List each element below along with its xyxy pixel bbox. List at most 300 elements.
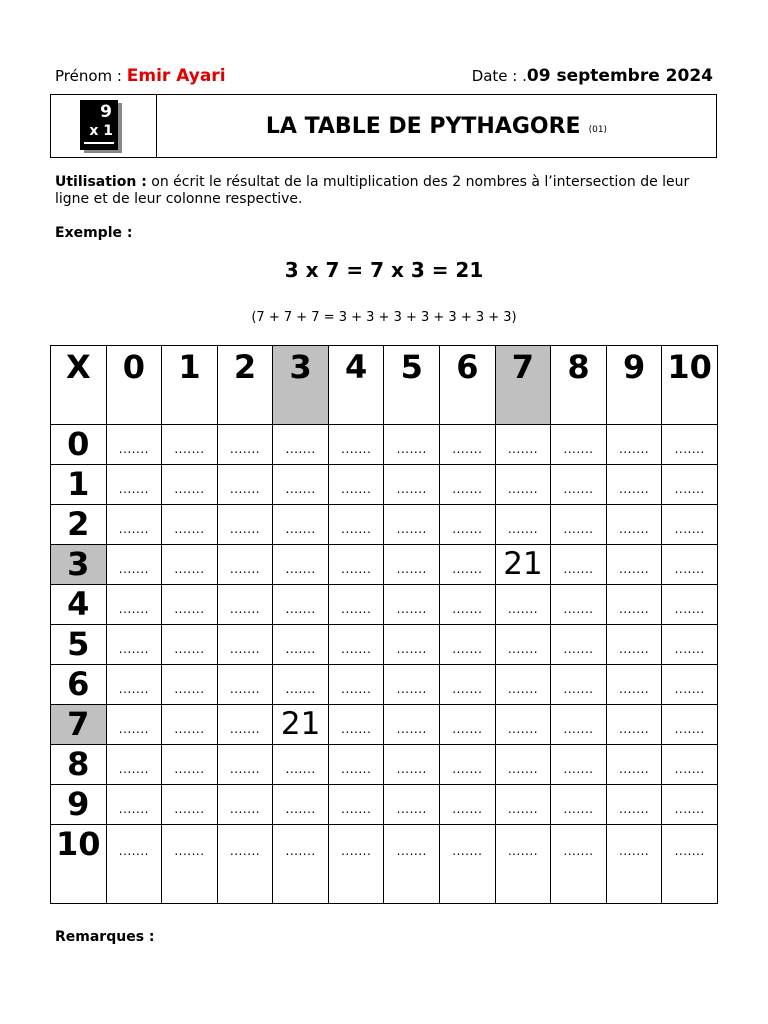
blank-cell[interactable] xyxy=(440,825,496,904)
blank-dots: ....... xyxy=(174,602,205,616)
blank-dots: ....... xyxy=(341,602,372,616)
row-header-cell xyxy=(51,705,107,745)
blank-cell[interactable] xyxy=(495,665,551,705)
blank-cell[interactable] xyxy=(662,585,718,625)
blank-cell[interactable] xyxy=(495,585,551,625)
blank-dots: ....... xyxy=(618,602,650,616)
table-row xyxy=(51,425,718,465)
column-header-cell xyxy=(606,346,662,425)
blank-cell[interactable] xyxy=(106,825,162,904)
blank-cell[interactable] xyxy=(217,705,273,745)
blank-cell[interactable] xyxy=(106,585,162,625)
blank-cell[interactable] xyxy=(162,585,218,625)
column-header-cell xyxy=(551,346,607,425)
blank-dots: ....... xyxy=(174,762,205,776)
blank-dots: ....... xyxy=(229,802,261,816)
blank-dots: ....... xyxy=(396,602,427,616)
blank-cell[interactable] xyxy=(495,425,551,465)
blank-cell[interactable] xyxy=(662,825,718,904)
blank-cell[interactable] xyxy=(384,705,440,745)
row-header-cell xyxy=(51,665,107,705)
blank-dots: ....... xyxy=(118,562,149,576)
blank-dots: ....... xyxy=(341,802,372,816)
date-label: Date : . xyxy=(471,67,527,85)
column-header-cell xyxy=(662,346,718,425)
blank-cell[interactable] xyxy=(495,745,551,785)
blank-dots: ....... xyxy=(507,802,539,816)
table-row xyxy=(51,505,718,545)
multiplication-card-icon xyxy=(80,100,118,150)
blank-cell[interactable] xyxy=(551,705,607,745)
row-header-cell xyxy=(51,425,107,465)
blank-cell[interactable] xyxy=(328,825,384,904)
blank-dots: ....... xyxy=(118,762,149,776)
column-header-cell xyxy=(384,346,440,425)
example-equation: 3 x 7 = 7 x 3 = 21 xyxy=(284,258,484,282)
blank-dots: ....... xyxy=(396,642,427,656)
blank-cell[interactable] xyxy=(384,625,440,665)
blank-dots: ....... xyxy=(396,482,427,496)
blank-cell[interactable] xyxy=(495,625,551,665)
blank-dots: ....... xyxy=(174,642,205,656)
blank-cell[interactable] xyxy=(495,505,551,545)
blank-dots: ....... xyxy=(285,844,316,858)
answer-cell[interactable] xyxy=(495,545,551,585)
blank-cell[interactable] xyxy=(606,745,662,785)
blank-dots: ....... xyxy=(174,442,205,456)
blank-dots: ....... xyxy=(396,802,427,816)
blank-cell[interactable] xyxy=(384,505,440,545)
remarks-label: Remarques : xyxy=(55,929,155,945)
blank-cell[interactable] xyxy=(384,585,440,625)
blank-dots: ....... xyxy=(174,482,205,496)
blank-dots: ....... xyxy=(674,442,705,456)
blank-cell[interactable] xyxy=(217,665,273,705)
blank-cell[interactable] xyxy=(662,745,718,785)
blank-dots: ....... xyxy=(618,642,650,656)
table-row xyxy=(51,545,718,585)
blank-dots: ....... xyxy=(118,482,149,496)
blank-cell[interactable] xyxy=(384,545,440,585)
blank-dots: ....... xyxy=(341,682,372,696)
blank-cell[interactable] xyxy=(606,825,662,904)
blank-dots: ....... xyxy=(229,562,261,576)
blank-dots: ....... xyxy=(118,642,149,656)
blank-dots: ....... xyxy=(563,562,594,576)
blank-dots: ....... xyxy=(174,844,205,858)
blank-dots: ....... xyxy=(674,802,705,816)
blank-dots: ....... xyxy=(618,562,650,576)
blank-dots: ....... xyxy=(618,682,650,696)
blank-dots: ....... xyxy=(452,522,483,536)
blank-dots: ....... xyxy=(674,642,705,656)
blank-dots: ....... xyxy=(396,844,427,858)
blank-cell[interactable] xyxy=(662,625,718,665)
blank-cell[interactable] xyxy=(551,825,607,904)
blank-cell[interactable] xyxy=(162,785,218,825)
blank-cell[interactable] xyxy=(662,425,718,465)
blank-cell[interactable] xyxy=(162,705,218,745)
blank-cell[interactable] xyxy=(217,465,273,505)
blank-dots: ....... xyxy=(452,722,483,736)
blank-dots: ....... xyxy=(174,682,205,696)
blank-cell[interactable] xyxy=(328,745,384,785)
blank-cell[interactable] xyxy=(384,745,440,785)
blank-dots: ....... xyxy=(174,802,205,816)
blank-dots: ....... xyxy=(229,762,261,776)
blank-cell[interactable] xyxy=(440,745,496,785)
blank-dots: ....... xyxy=(452,762,483,776)
name-value: Emir Ayari xyxy=(126,66,226,86)
blank-dots: ....... xyxy=(229,442,261,456)
blank-cell[interactable] xyxy=(551,785,607,825)
name-field xyxy=(55,66,226,86)
blank-cell[interactable] xyxy=(495,825,551,904)
usage-label: Utilisation : xyxy=(55,174,147,190)
blank-cell[interactable] xyxy=(328,545,384,585)
blank-dots: ....... xyxy=(396,522,427,536)
blank-dots: ....... xyxy=(174,562,205,576)
blank-cell[interactable] xyxy=(606,545,662,585)
table-row xyxy=(51,465,718,505)
blank-dots: ....... xyxy=(341,762,372,776)
blank-dots: ....... xyxy=(285,762,316,776)
blank-dots: ....... xyxy=(452,562,483,576)
blank-cell[interactable] xyxy=(551,465,607,505)
example-note: (7 + 7 + 7 = 3 + 3 + 3 + 3 + 3 + 3 + 3) xyxy=(251,310,517,325)
blank-cell[interactable] xyxy=(273,745,329,785)
table-corner-label: X xyxy=(65,348,91,386)
column-header-cell xyxy=(217,346,273,425)
blank-dots: ....... xyxy=(507,844,539,858)
row-header-label: 0 xyxy=(67,425,90,463)
blank-cell[interactable] xyxy=(662,665,718,705)
column-header-label: 9 xyxy=(622,348,646,386)
blank-dots: ....... xyxy=(341,722,372,736)
blank-cell[interactable] xyxy=(106,545,162,585)
blank-dots: ....... xyxy=(563,802,594,816)
blank-dots: ....... xyxy=(452,844,483,858)
row-header-cell xyxy=(51,585,107,625)
blank-cell[interactable] xyxy=(273,665,329,705)
row-header-label: 2 xyxy=(67,505,90,543)
answer-cell[interactable] xyxy=(273,705,329,745)
blank-dots: ....... xyxy=(118,802,149,816)
row-header-cell xyxy=(51,465,107,505)
row-header-label: 6 xyxy=(67,665,90,703)
blank-dots: ....... xyxy=(563,642,594,656)
blank-cell[interactable] xyxy=(551,745,607,785)
blank-dots: ....... xyxy=(174,722,205,736)
row-header-cell xyxy=(51,785,107,825)
blank-cell[interactable] xyxy=(662,465,718,505)
column-header-cell xyxy=(495,346,551,425)
blank-dots: ....... xyxy=(618,762,650,776)
blank-cell[interactable] xyxy=(162,425,218,465)
blank-dots: ....... xyxy=(396,682,427,696)
answer-value: 21 xyxy=(280,706,321,742)
blank-dots: ....... xyxy=(452,642,483,656)
blank-dots: ....... xyxy=(563,442,594,456)
blank-dots: ....... xyxy=(507,522,539,536)
table-row xyxy=(51,745,718,785)
blank-dots: ....... xyxy=(285,442,316,456)
blank-cell[interactable] xyxy=(495,785,551,825)
blank-cell[interactable] xyxy=(662,705,718,745)
column-header-cell xyxy=(273,346,329,425)
blank-dots: ....... xyxy=(229,482,261,496)
blank-dots: ....... xyxy=(118,722,149,736)
blank-cell[interactable] xyxy=(551,425,607,465)
blank-cell[interactable] xyxy=(217,785,273,825)
blank-cell[interactable] xyxy=(495,465,551,505)
row-header-cell xyxy=(51,745,107,785)
row-header-cell xyxy=(51,825,107,904)
blank-cell[interactable] xyxy=(384,785,440,825)
title-box xyxy=(50,94,717,158)
blank-cell[interactable] xyxy=(217,585,273,625)
blank-dots: ....... xyxy=(452,442,483,456)
blank-cell[interactable] xyxy=(162,505,218,545)
blank-cell[interactable] xyxy=(217,745,273,785)
blank-cell[interactable] xyxy=(328,465,384,505)
blank-dots: ....... xyxy=(229,844,261,858)
blank-cell[interactable] xyxy=(662,505,718,545)
blank-cell[interactable] xyxy=(217,625,273,665)
blank-cell[interactable] xyxy=(495,705,551,745)
blank-cell[interactable] xyxy=(162,545,218,585)
blank-cell[interactable] xyxy=(440,425,496,465)
column-header-cell xyxy=(106,346,162,425)
blank-cell[interactable] xyxy=(440,465,496,505)
blank-dots: ....... xyxy=(674,562,705,576)
blank-dots: ....... xyxy=(118,442,149,456)
row-header-label: 10 xyxy=(56,825,101,863)
blank-cell[interactable] xyxy=(273,505,329,545)
row-header-label: 8 xyxy=(67,745,90,783)
blank-dots: ....... xyxy=(285,522,316,536)
blank-cell[interactable] xyxy=(384,665,440,705)
blank-cell[interactable] xyxy=(606,785,662,825)
blank-dots: ....... xyxy=(396,762,427,776)
blank-cell[interactable] xyxy=(328,425,384,465)
blank-cell[interactable] xyxy=(662,545,718,585)
logo-cell xyxy=(51,95,157,157)
column-header-cell xyxy=(162,346,218,425)
blank-dots: ....... xyxy=(674,482,705,496)
column-header-label: 3 xyxy=(289,348,312,386)
blank-cell[interactable] xyxy=(606,705,662,745)
blank-cell[interactable] xyxy=(106,505,162,545)
blank-dots: ....... xyxy=(563,844,594,858)
blank-cell[interactable] xyxy=(106,745,162,785)
column-header-label: 0 xyxy=(122,348,145,386)
blank-dots: ....... xyxy=(118,522,149,536)
blank-dots: ....... xyxy=(563,762,594,776)
column-header-cell xyxy=(440,346,496,425)
blank-cell[interactable] xyxy=(106,425,162,465)
blank-cell[interactable] xyxy=(384,425,440,465)
blank-cell[interactable] xyxy=(606,665,662,705)
usage-paragraph xyxy=(55,174,720,208)
blank-dots: ....... xyxy=(452,602,483,616)
blank-cell[interactable] xyxy=(273,625,329,665)
blank-dots: ....... xyxy=(285,802,316,816)
blank-dots: ....... xyxy=(674,844,705,858)
column-header-label: 7 xyxy=(511,348,535,386)
column-header-label: 1 xyxy=(178,348,201,386)
table-corner-cell xyxy=(51,346,107,425)
blank-dots: ....... xyxy=(618,802,650,816)
blank-cell[interactable] xyxy=(273,585,329,625)
blank-cell[interactable] xyxy=(440,705,496,745)
row-header-label: 3 xyxy=(67,545,90,583)
blank-dots: ....... xyxy=(285,642,316,656)
blank-cell[interactable] xyxy=(162,465,218,505)
blank-cell[interactable] xyxy=(606,585,662,625)
blank-cell[interactable] xyxy=(328,625,384,665)
blank-dots: ....... xyxy=(285,602,316,616)
blank-cell[interactable] xyxy=(606,625,662,665)
blank-cell[interactable] xyxy=(106,705,162,745)
blank-dots: ....... xyxy=(563,482,594,496)
blank-cell[interactable] xyxy=(106,785,162,825)
blank-dots: ....... xyxy=(285,562,316,576)
row-header-label: 4 xyxy=(67,585,90,623)
blank-cell[interactable] xyxy=(162,665,218,705)
blank-cell[interactable] xyxy=(273,785,329,825)
blank-dots: ....... xyxy=(618,442,650,456)
blank-dots: ....... xyxy=(674,522,705,536)
blank-dots: ....... xyxy=(563,522,594,536)
row-header-label: 5 xyxy=(67,625,90,663)
blank-cell[interactable] xyxy=(440,785,496,825)
table-row xyxy=(51,585,718,625)
blank-dots: ....... xyxy=(229,602,261,616)
blank-cell[interactable] xyxy=(162,625,218,665)
page-title: LA TABLE DE PYTHAGORE xyxy=(265,113,581,139)
blank-cell[interactable] xyxy=(328,505,384,545)
blank-dots: ....... xyxy=(341,562,372,576)
blank-dots: ....... xyxy=(618,722,650,736)
table-header-row xyxy=(51,346,718,425)
blank-cell[interactable] xyxy=(273,545,329,585)
row-header-cell xyxy=(51,625,107,665)
blank-dots: ....... xyxy=(229,642,261,656)
blank-dots: ....... xyxy=(507,442,539,456)
blank-cell[interactable] xyxy=(606,425,662,465)
blank-cell[interactable] xyxy=(551,625,607,665)
blank-cell[interactable] xyxy=(328,785,384,825)
blank-cell[interactable] xyxy=(217,505,273,545)
blank-cell[interactable] xyxy=(217,425,273,465)
blank-cell[interactable] xyxy=(106,465,162,505)
blank-dots: ....... xyxy=(563,722,594,736)
blank-cell[interactable] xyxy=(162,745,218,785)
column-header-label: 8 xyxy=(567,348,590,386)
blank-dots: ....... xyxy=(507,642,539,656)
blank-cell[interactable] xyxy=(273,465,329,505)
blank-dots: ....... xyxy=(618,844,650,858)
blank-dots: ....... xyxy=(452,682,483,696)
blank-dots: ....... xyxy=(341,522,372,536)
blank-cell[interactable] xyxy=(440,625,496,665)
blank-cell[interactable] xyxy=(328,585,384,625)
row-header-label: 7 xyxy=(67,705,90,743)
blank-cell[interactable] xyxy=(440,505,496,545)
blank-dots: ....... xyxy=(674,762,705,776)
blank-dots: ....... xyxy=(341,642,372,656)
blank-cell[interactable] xyxy=(384,465,440,505)
logo-top-digit: 9 xyxy=(100,102,112,122)
blank-cell[interactable] xyxy=(606,465,662,505)
blank-dots: ....... xyxy=(396,442,427,456)
column-header-label: 6 xyxy=(456,348,479,386)
blank-cell[interactable] xyxy=(440,585,496,625)
date-value: 09 septembre 2024 xyxy=(526,66,713,86)
blank-dots: ....... xyxy=(674,722,705,736)
blank-cell[interactable] xyxy=(162,825,218,904)
blank-cell[interactable] xyxy=(440,665,496,705)
row-header-label: 1 xyxy=(67,465,90,503)
blank-dots: ....... xyxy=(285,682,316,696)
blank-cell[interactable] xyxy=(328,665,384,705)
logo-line xyxy=(84,142,114,144)
blank-cell[interactable] xyxy=(328,705,384,745)
blank-dots: ....... xyxy=(452,482,483,496)
blank-cell[interactable] xyxy=(217,825,273,904)
blank-cell[interactable] xyxy=(551,665,607,705)
blank-cell[interactable] xyxy=(273,825,329,904)
pythagore-table xyxy=(50,345,718,904)
blank-cell[interactable] xyxy=(106,665,162,705)
blank-dots: ....... xyxy=(341,844,372,858)
blank-cell[interactable] xyxy=(551,585,607,625)
blank-dots: ....... xyxy=(507,602,539,616)
blank-cell[interactable] xyxy=(273,425,329,465)
blank-dots: ....... xyxy=(507,722,539,736)
table-row xyxy=(51,825,718,904)
row-header-label: 9 xyxy=(67,785,90,823)
blank-cell[interactable] xyxy=(217,545,273,585)
blank-dots: ....... xyxy=(618,482,650,496)
blank-cell[interactable] xyxy=(606,505,662,545)
blank-dots: ....... xyxy=(118,682,149,696)
blank-dots: ....... xyxy=(618,522,650,536)
blank-dots: ....... xyxy=(396,562,427,576)
blank-cell[interactable] xyxy=(551,545,607,585)
blank-dots: ....... xyxy=(674,602,705,616)
blank-dots: ....... xyxy=(174,522,205,536)
blank-cell[interactable] xyxy=(440,545,496,585)
column-header-cell xyxy=(328,346,384,425)
blank-dots: ....... xyxy=(285,482,316,496)
blank-cell[interactable] xyxy=(384,825,440,904)
blank-dots: ....... xyxy=(563,602,594,616)
blank-dots: ....... xyxy=(118,844,149,858)
blank-dots: ....... xyxy=(563,682,594,696)
blank-cell[interactable] xyxy=(662,785,718,825)
row-header-cell xyxy=(51,545,107,585)
blank-dots: ....... xyxy=(507,682,539,696)
title-area xyxy=(157,95,716,157)
blank-dots: ....... xyxy=(674,682,705,696)
table-row xyxy=(51,625,718,665)
blank-dots: ....... xyxy=(341,482,372,496)
blank-cell[interactable] xyxy=(551,505,607,545)
date-field xyxy=(472,66,713,86)
blank-cell[interactable] xyxy=(106,625,162,665)
